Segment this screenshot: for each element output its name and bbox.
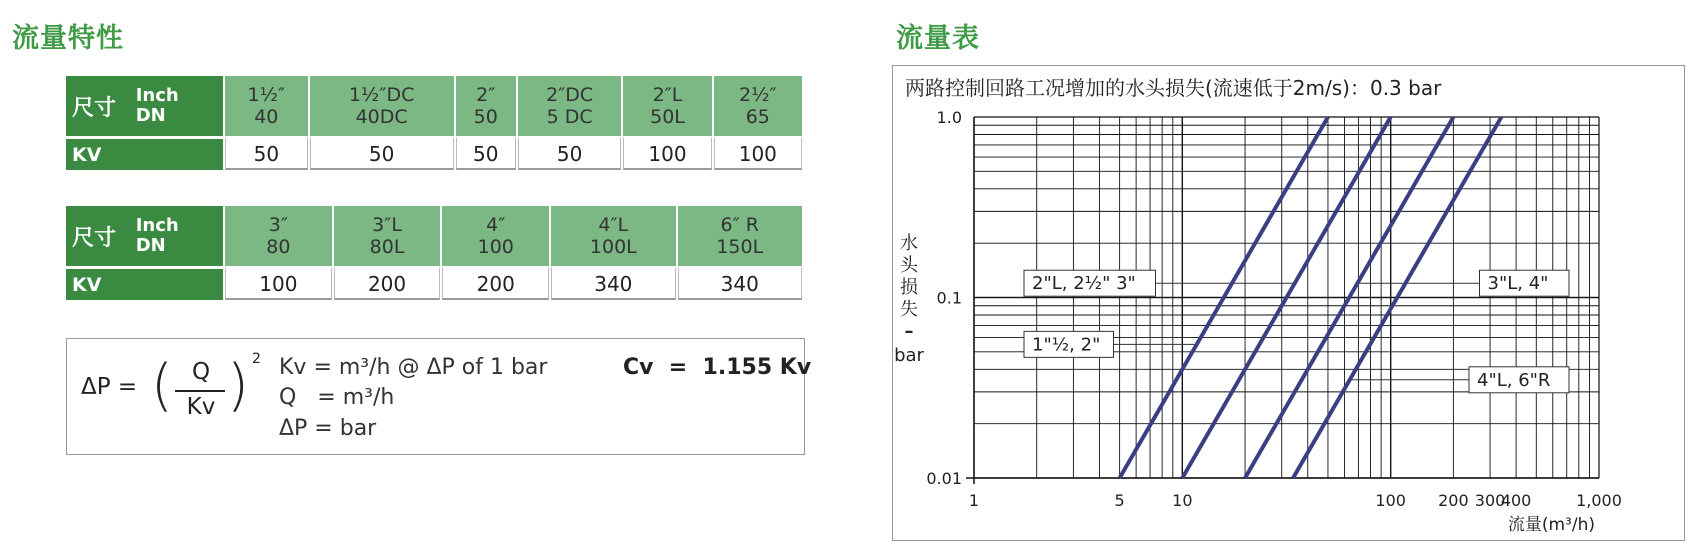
y-axis-label-char: 水 — [900, 233, 918, 254]
y-axis-label-char: 头 — [900, 255, 918, 276]
series-label: 3"L, 4" — [1487, 273, 1549, 295]
x-tick-label: 1 — [968, 491, 980, 510]
formula-line2: Q = m³/h — [279, 385, 395, 410]
kv-cell: 50 — [518, 136, 621, 170]
kv-cell: 50 — [310, 136, 454, 170]
chart-frame — [892, 65, 1685, 541]
size-cell: 1½″DC 40DC — [310, 76, 454, 136]
size-kv-table-1 — [64, 76, 804, 170]
kv-cell: 50 — [225, 136, 308, 170]
size-cell: 4″L 100L — [551, 206, 675, 266]
x-tick-label: 5 — [1114, 491, 1125, 510]
y-tick-label: 0.1 — [936, 288, 962, 308]
size-cell: 2″L 50L — [623, 76, 711, 136]
x-tick-label: 200 — [1438, 491, 1469, 510]
formula-box — [66, 338, 812, 455]
y-tick-label: 1.0 — [936, 108, 962, 127]
size-label: 尺寸 — [72, 95, 117, 121]
kv-row — [66, 266, 802, 300]
formula-left-paren: ( — [151, 353, 173, 418]
formula-exponent: 2 — [252, 351, 261, 367]
kv-cell: 100 — [623, 136, 711, 170]
size-header-label — [66, 206, 223, 266]
kv-cell: 100 — [225, 266, 332, 300]
kv-cell: 100 — [714, 136, 802, 170]
size-row — [66, 206, 802, 266]
kv-label: KV — [66, 266, 223, 300]
x-tick-label: 10 — [1172, 491, 1193, 510]
formula-lhs: ΔP = — [81, 374, 138, 400]
x-tick-label: 400 — [1500, 491, 1532, 510]
kv-row — [66, 136, 802, 170]
inch-label: Inch — [135, 85, 179, 106]
size-cell: 1½″ 40 — [225, 76, 308, 136]
formula-line1: Kv = m³/h @ ΔP of 1 bar — [279, 355, 548, 380]
series-label: 4"L, 6"R — [1477, 369, 1551, 391]
x-tick-label: 1,000 — [1576, 491, 1622, 510]
formula-cv: Cv = 1.155 Kv — [623, 355, 812, 380]
size-cell: 3″L 80L — [334, 206, 441, 266]
size-cell: 6″ R 150L — [678, 206, 802, 266]
x-tick-label: 300 — [1474, 491, 1506, 510]
formula-line3: ΔP = bar — [279, 416, 377, 441]
inch-label: Inch — [135, 215, 179, 236]
kv-cell: 340 — [551, 266, 675, 300]
y-axis-label-char: 失 — [900, 299, 918, 320]
formula-fraction-bar — [175, 390, 225, 392]
head-loss-chart — [893, 66, 1684, 540]
formula-numerator: Q — [191, 359, 211, 385]
y-tick-label: 0.01 — [926, 469, 962, 488]
size-cell: 2″DC 5 DC — [518, 76, 621, 136]
kv-cell: 340 — [678, 266, 802, 300]
size-row — [66, 76, 802, 136]
dn-label: DN — [135, 105, 166, 126]
y-axis-label-char: – — [904, 321, 914, 342]
kv-cell: 50 — [456, 136, 516, 170]
series-label: 2"L, 2½" 3" — [1032, 273, 1136, 295]
size-cell: 4″ 100 — [442, 206, 549, 266]
y-axis-label-char: bar — [894, 345, 924, 366]
size-cell: 2″ 50 — [456, 76, 516, 136]
x-axis-label: 流量(m³/h) — [1507, 515, 1595, 535]
x-tick-label: 100 — [1375, 491, 1406, 510]
formula-denominator: Kv — [186, 394, 216, 420]
kv-cell: 200 — [442, 266, 549, 300]
chart-title: 两路控制回路工况增加的水头损失(流速低于2m/s)：0.3 bar — [905, 76, 1442, 100]
series-label: 1"½, 2" — [1032, 334, 1101, 356]
formula-right-paren: ) — [227, 353, 249, 418]
size-cell: 2½″ 65 — [714, 76, 802, 136]
y-axis-label-char: 损 — [900, 277, 918, 298]
size-kv-table-2 — [64, 206, 804, 300]
size-header-label — [66, 76, 223, 136]
size-label: 尺寸 — [72, 225, 117, 251]
kv-label: KV — [66, 136, 223, 170]
flow-characteristics-title: 流量特性 — [12, 23, 124, 54]
size-cell: 3″ 80 — [225, 206, 332, 266]
dn-label: DN — [135, 235, 166, 256]
kv-cell: 200 — [334, 266, 441, 300]
flow-chart-title: 流量表 — [896, 23, 980, 54]
